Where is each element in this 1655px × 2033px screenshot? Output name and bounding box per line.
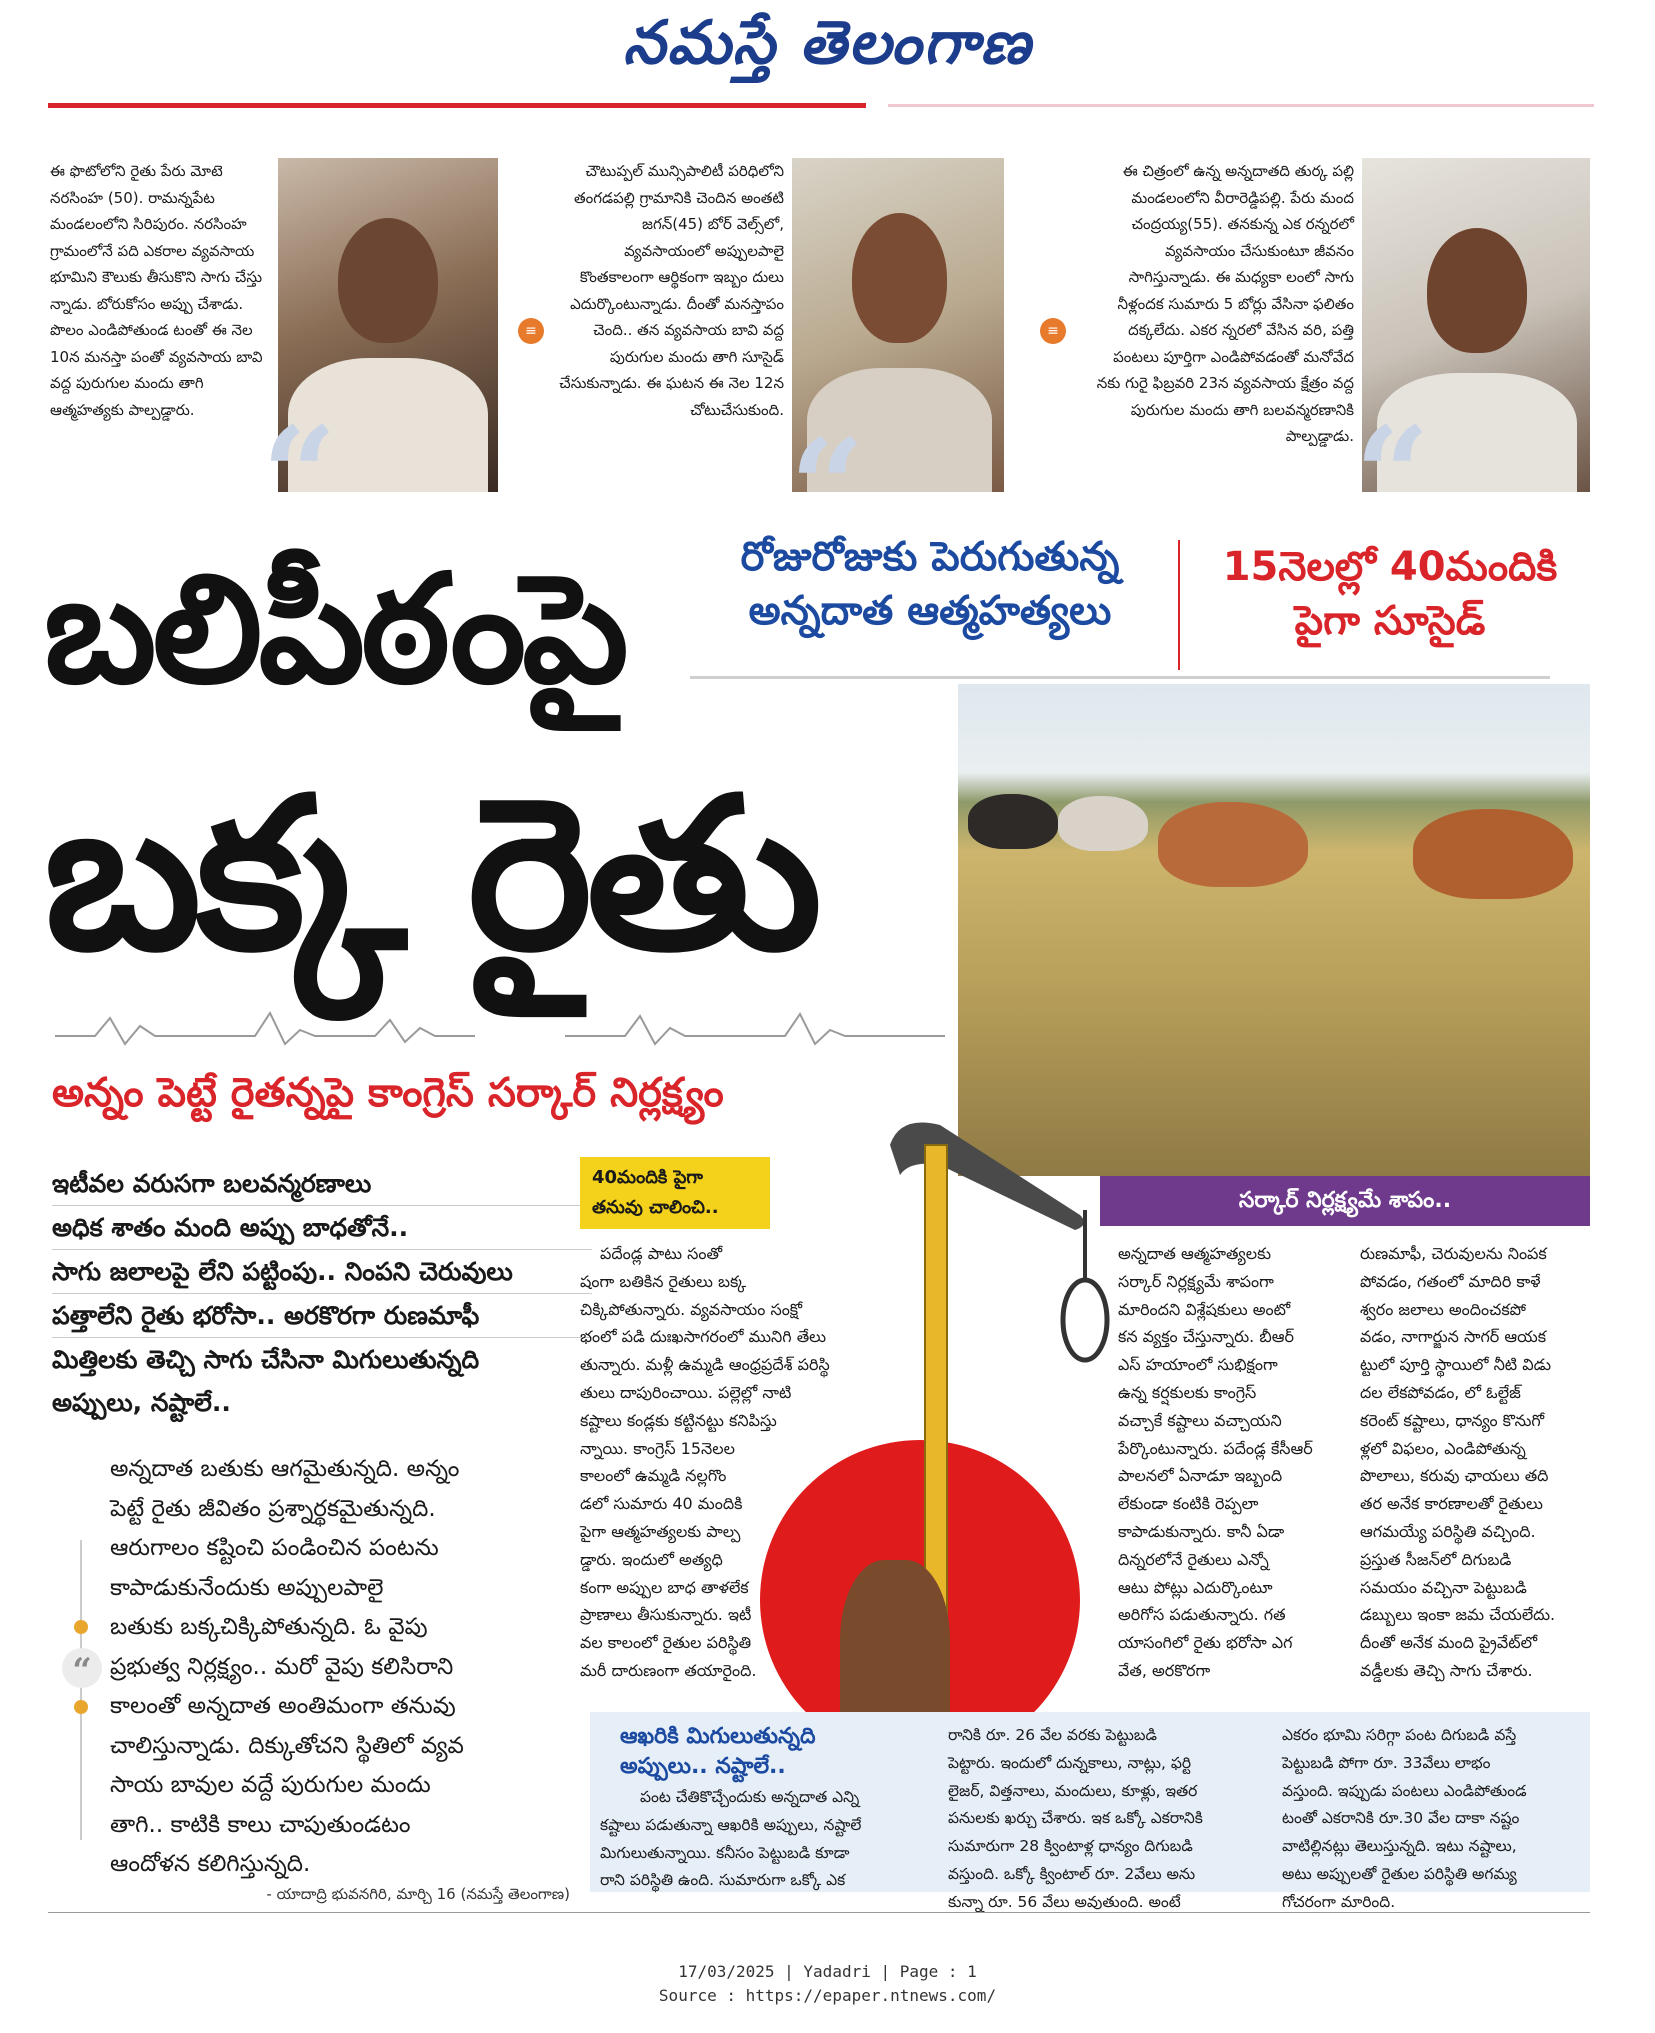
middle-line: ప్రాణాలు తీసుకున్నారు. ఇటీ: [580, 1605, 752, 1625]
section-heading-bar: సర్కార్ నిర్లక్ష్యమే శాపం..: [1100, 1176, 1590, 1226]
subheadline-blue-line-1: రోజురోజుకు పెరుగుతున్న: [740, 534, 1120, 580]
right-b-line: ఆగమయ్యే పరిస్థితి వచ్చింది.: [1360, 1521, 1536, 1541]
subheadline-bottom-rule: [690, 676, 1550, 679]
bottom-col3-line: గోచరంగా మారింది.: [1282, 1892, 1396, 1911]
lead-line: పెట్టే రైతు జీవితం ప్రశ్నార్థకమైతున్నది.: [110, 1495, 436, 1522]
field-photo: [958, 684, 1590, 1176]
quote-icon: “: [1355, 398, 1430, 551]
right-a-line: మారిందని విశ్లేషకులు అంటో: [1118, 1299, 1291, 1319]
right-a-line: యాసంగిలో రైతు భరోసా ఎగ: [1118, 1633, 1293, 1653]
bottom-col1-line: మిగులుతున్నాయి. కనీసం పెట్టుబడి కూడా: [600, 1843, 850, 1862]
lead-line: చాలిస్తున్నాడు. దిక్కుతోచని స్థితిలో వ్యవ: [110, 1732, 464, 1759]
subheadline-red-line-2: పైగా సూసైడ్: [1294, 598, 1486, 644]
yellow-tag: [580, 1157, 770, 1229]
right-a-line: అన్నదాత ఆత్మహత్యలకు: [1118, 1244, 1271, 1263]
right-column-b-text: [1360, 1240, 1590, 1685]
lead-paragraph: [110, 1450, 580, 1885]
bottom-col3-line: వాటిల్లినట్లు తెలుస్తున్నది. ఇటు నష్టాలు,: [1282, 1837, 1517, 1856]
subheadline-red: [1190, 540, 1590, 648]
bullet-item: మిత్తిలకు తెచ్చి సాగు చేసినా మిగులుతున్నది: [52, 1345, 480, 1374]
quote-icon: “: [790, 410, 865, 563]
right-a-line: దిన్నరలోనే రైతులు ఎన్నో: [1118, 1549, 1269, 1569]
bottom-box-col-3: [1282, 1722, 1587, 1917]
lead-line: బతుకు బక్కచిక్కిపోతున్నది. ఓ వైపు: [110, 1614, 428, 1640]
lead-line: అన్నదాత బతుకు ఆగమైతున్నది. అన్నం: [110, 1456, 460, 1482]
yellow-tag-line-1: 40మందికి పైగా: [592, 1167, 703, 1188]
bottom-col2-line: పెట్టారు. ఇందులో దున్నకాలు, నాట్లు, ఫర్టి: [948, 1753, 1192, 1772]
bottom-col1-line: పంట చేతికొచ్చేందుకు అన్నదాత ఎన్ని: [640, 1788, 860, 1806]
zigzag-decoration-left: [55, 1008, 475, 1048]
right-b-line: కరెంట్ కష్టాలు, ధాన్యం కొనుగో: [1360, 1410, 1545, 1430]
bullet-item: సాగు జలాలపై లేని పట్టింపు.. నింపని చెరువులు: [52, 1250, 592, 1294]
right-b-line: శ్వరం జలాలు అందించకపో: [1360, 1299, 1526, 1319]
bottom-col3-line: టంతో ఎకరానికి రూ.30 వేల దాకా నష్టం: [1282, 1809, 1520, 1828]
dateline: - యాదాద్రి భువనగిరి, మార్చి 16 (నమస్తే తెలంగాణ): [266, 1885, 570, 1903]
middle-line: మరీ దారుణంగా తయారైంది.: [580, 1660, 757, 1680]
bottom-col3-line: పెట్టుబడి పోగా రూ. 33వేలు లాభం: [1282, 1753, 1491, 1772]
lead-line: కాపాడుకునేందుకు అప్పులపాలై: [110, 1574, 384, 1601]
masthead-rule-pink: [888, 104, 1594, 107]
subheadline-blue: [690, 530, 1170, 638]
right-b-line: రుణమాఫీ, చెరువులను నింపక: [1360, 1244, 1547, 1263]
bottom-col1-line: రాని పరిస్థితి ఉంది. సుమారుగా ఒక్కో ఎక: [600, 1871, 846, 1890]
middle-line: వల కాలంలో రైతుల పరిస్థితి: [580, 1633, 752, 1653]
middle-line: పైగా ఆత్మహత్యలకు పాల్ప: [580, 1521, 741, 1541]
lead-line: ఆందోళన కలిగిస్తున్నది.: [110, 1851, 311, 1877]
right-a-line: లేకుండా కంటికి రెప్పలా: [1118, 1494, 1259, 1514]
middle-line: పదేండ్ల పాటు సంతో: [600, 1244, 723, 1263]
middle-line: డలో సుమారు 40 మందికి: [580, 1494, 743, 1514]
profile-3-text: ఈ చిత్రంలో ఉన్న అన్నదాతది తుర్క పల్లి మండలంలోని వీరారెడ్డిపల్లి. పేరు మంద చంద్రయ్య(55). తనకున్న ఎక రన్నరలో వ్యవసాయం చేసుకుంటూ జీవనం సాగిస్తున్నాడు. ఈ మధ్యకా లంలో సాగు నీళ్లందక సుమారు 5 బోర్లు వేసినా ఫలితం దక్కలేదు. ఎకర న్నరలో వేసిన వరి, పత్తి పంటలు పూర్తిగా ఎండిపోవడంతో మనోవేద నకు గురై ఫిబ్రవరి 23న వ్యవసాయ క్షేత్రం వద్ద పురుగుల మందు తాగి బలవన్మరణానికి పాల్పడ్డాడు.: [1096, 162, 1354, 445]
lead-line: కాలంతో అన్నదాత అంతిమంగా తనువు: [110, 1693, 456, 1719]
document-icon: ≡: [518, 318, 544, 344]
masthead-rule-red: [48, 103, 866, 108]
bullet-dot-icon: [74, 1620, 88, 1634]
right-a-line: సర్కార్ నిర్లక్ష్యమే శాపంగా: [1118, 1271, 1274, 1291]
right-b-line: తర అనేక కారణాలతో రైతులు: [1360, 1494, 1543, 1514]
right-b-line: దల లేకపోవడం, లో ఓల్టేజ్: [1360, 1382, 1521, 1402]
right-a-line: పేర్కొంటున్నారు. పదేండ్ల కేసీఆర్: [1118, 1438, 1313, 1458]
right-b-line: డబ్బులు ఇంకా జమ చేయలేదు.: [1360, 1605, 1556, 1625]
bottom-col3-line: అటు అప్పులతో రైతుల పరిస్థితి అగమ్య: [1282, 1864, 1517, 1883]
right-a-line: కాపాడుకున్నారు. కానీ ఏడా: [1118, 1521, 1285, 1541]
bottom-col1-line: కష్టాలు పడుతున్నా ఆఖరికి అప్పులు, నష్టాలే: [600, 1815, 862, 1834]
middle-line: తులు దాపురించాయి. పల్లెల్లో నాటి: [580, 1382, 792, 1402]
lead-line: సాయ బావుల వద్దే పురుగుల మందు: [110, 1772, 431, 1798]
yellow-tag-line-2: తనువు చాలించి..: [592, 1197, 719, 1218]
lead-line: ఆరుగాలం కష్టించి పండించిన పంటను: [110, 1535, 439, 1561]
headline-line-2: బక్క రైతు: [44, 752, 817, 997]
middle-line: చిక్కిపోతున్నారు. వ్యవసాయం సంక్షో: [580, 1299, 803, 1319]
lead-line: ప్రభుత్వ నిర్లక్ష్యం.. మరో వైపు కలిసిరాని: [110, 1653, 454, 1680]
bullet-list: [52, 1162, 592, 1424]
bottom-col2-line: పనులకు ఖర్చు చేశారు. ఇక ఒక్కో ఎకరానికి: [948, 1809, 1203, 1828]
right-b-line: దీంతో అనేక మంది ప్రైవేట్‌లో: [1360, 1633, 1538, 1653]
bottom-box-col-1: [600, 1784, 920, 1895]
subheadline-blue-line-2: అన్నదాత ఆత్మహత్యలు: [748, 588, 1112, 634]
bullet-item: ఇటీవల వరుసగా బలవన్మరణాలు: [52, 1162, 592, 1206]
footer-source: Source : https://epaper.ntnews.com/: [658, 1986, 997, 2005]
bottom-col3-line: ఎకరం భూమి సరిగ్గా పంట దిగుబడి వస్తే: [1282, 1726, 1517, 1744]
profile-1-text: ఈ ఫొటోలోని రైతు పేరు మోటె నరసింహ (50). రామన్నపేట మండలంలోని సిరిపురం. నరసింహ గ్రామంలోనే పది ఎకరాల వ్యవసాయ భూమిని కౌలుకు తీసుకొని సాగు చేస్తు న్నాడు. బోరుకోసం అప్పు చేశాడు. పొలం ఎండిపోతుండ టంతో ఈ నెల 10న మనస్తా పంతో వ్యవసాయ బావి వద్ద పురుగుల మందు తాగి ఆత్మహత్యకు పాల్పడ్డారు.: [50, 162, 263, 419]
page-bottom-rule: [48, 1912, 1590, 1913]
right-b-line: వడ్డీలకు తెచ్చి సాగు చేశారు.: [1360, 1660, 1533, 1680]
bottom-box-title-line-1: ఆఖరికి మిగులుతున్నది: [620, 1724, 816, 1749]
quote-icon: “: [62, 1648, 102, 1688]
right-a-line: ఎస్ హయాంలో సుభిక్షంగా: [1118, 1355, 1278, 1375]
right-a-line: అరిగోస పడుతున్నారు. గత: [1118, 1605, 1286, 1625]
bullet-item: అప్పులు, నష్టాలే..: [52, 1388, 231, 1417]
right-a-line: కన వ్యక్తం చేస్తున్నారు. బీఆర్: [1118, 1327, 1294, 1347]
quote-icon: “: [262, 398, 337, 551]
right-b-line: వడం, నాగార్జున సాగర్ ఆయక: [1360, 1327, 1547, 1347]
headline-line-1: బలిపీఠంపై: [44, 543, 625, 717]
bottom-col2-line: వస్తుంది. ఒక్కో క్వింటాల్ రూ. 2వేలు అను: [948, 1864, 1196, 1883]
middle-line: న్నాయి. కాంగ్రెస్ 15నెలల: [580, 1438, 735, 1458]
right-b-line: పోవడం, గతంలో మాదిరి కాళే: [1360, 1271, 1541, 1291]
middle-line: కంగా అప్పుల బాధ తాళలేక: [580, 1577, 749, 1597]
middle-line: భంలో పడి దుఃఖసాగరంలో మునిగి తేలు: [580, 1327, 827, 1347]
subheadline-divider: [1178, 540, 1180, 670]
middle-line: కాలంలో ఉమ్మడి నల్లగొం: [580, 1466, 727, 1486]
lead-line: తాగి.. కాటికి కాలు చాపుతుండటం: [110, 1811, 411, 1838]
bottom-col2-line: రానికి రూ. 26 వేల వరకు పెట్టుబడి: [948, 1726, 1157, 1744]
zigzag-decoration-right: [565, 1008, 945, 1048]
right-b-line: ట్టులో పూర్తి స్థాయిలో నీటి విడు: [1360, 1355, 1552, 1375]
bottom-col2-line: సుమారుగా 28 క్వింటాళ్ల ధాన్యం దిగుబడి: [948, 1837, 1193, 1856]
bottom-col2-line: లైజర్, విత్తనాలు, మందులు, కూళ్లు, ఇతర: [948, 1781, 1198, 1800]
right-b-line: ప్రస్తుత సీజన్‌లో దిగుబడి: [1360, 1549, 1512, 1569]
right-a-line: ఆటు పోట్లు ఎదుర్కొంటూ: [1118, 1577, 1273, 1597]
right-a-line: ఉన్న కర్షకులకు కాంగ్రెస్: [1118, 1382, 1257, 1402]
document-icon: ≡: [1040, 318, 1066, 344]
middle-line: షంగా బతికిన రైతులు బక్క: [580, 1271, 747, 1291]
subheadline-red-line-1: 15నెలల్లో 40మందికి: [1222, 544, 1558, 590]
middle-line: డ్డారు. ఇందులో అత్యధి: [580, 1549, 723, 1569]
right-a-line: వేత, అరకొరగా: [1118, 1660, 1211, 1680]
headline-red-line: అన్నం పెట్టే రైతన్నపై కాంగ్రెస్ సర్కార్ నిర్లక్ష్యం: [52, 1070, 724, 1116]
right-b-line: పొలాలు, కరువు ఛాయలు తది: [1360, 1466, 1549, 1486]
right-a-line: వచ్చాకే కష్టాలు వచ్చాయని: [1118, 1410, 1282, 1430]
right-b-line: సమయం వచ్చినా పెట్టుబడి: [1360, 1577, 1527, 1597]
right-b-line: ళ్లలో విఫలం, ఎండిపోతున్న: [1360, 1438, 1526, 1458]
bottom-col3-line: వస్తుంది. ఇప్పుడు పంటలు ఎండిపోతుండ: [1282, 1781, 1527, 1800]
bottom-box-title: [620, 1722, 920, 1782]
profile-2-text: చౌటుప్పల్ మున్సిపాలిటీ పరిధిలోని తంగడపల్లి గ్రామానికి చెందిన అంతటి జగన్(45) బోర్ వెల్స్‌లో, వ్యవసాయంలో అప్పులపాలై కొంతకాలంగా ఆర్థికంగా ఇబ్బం దులు ఎదుర్కొంటున్నాడు. దీంతో మనస్తాపం చెంది.. తన వ్యవసాయ బావి వద్ద పురుగుల మందు తాగి సూసైడ్ చేసుకున్నాడు. ఈ ఘటన ఈ నెల 12న చోటుచేసుకుంది.: [559, 162, 784, 419]
right-a-line: పాలనలో ఏనాడూ ఇబ్బంది: [1118, 1466, 1283, 1486]
bullet-dot-icon: [74, 1700, 88, 1714]
noose-icon: [1055, 1210, 1115, 1380]
masthead-title: నమస్తే తెలంగాణ: [622, 8, 1033, 78]
bullet-item: పత్తాలేని రైతు భరోసా.. అరకొరగా రుణమాఫీ: [52, 1294, 592, 1338]
bottom-box-col-2: [948, 1722, 1268, 1917]
right-column-a-text: [1118, 1240, 1338, 1685]
middle-line: తున్నారు. మళ్లీ ఉమ్మడి ఆంధ్రప్రదేశ్ పరిస్థి: [580, 1355, 830, 1375]
footer-page-info: 17/03/2025 | Yadadri | Page : 1: [678, 1962, 977, 1981]
bullet-item: అధిక శాతం మంది అప్పు బాధతోనే..: [52, 1206, 592, 1250]
middle-line: కష్టాలు కండ్లకు కట్టినట్టు కనిపిస్తు: [580, 1410, 777, 1430]
bottom-col2-line: కున్నా రూ. 56 వేలు అవుతుంది. అంటే: [948, 1892, 1181, 1911]
bottom-box-title-line-2: అప్పులు.. నష్టాలే..: [620, 1754, 786, 1779]
